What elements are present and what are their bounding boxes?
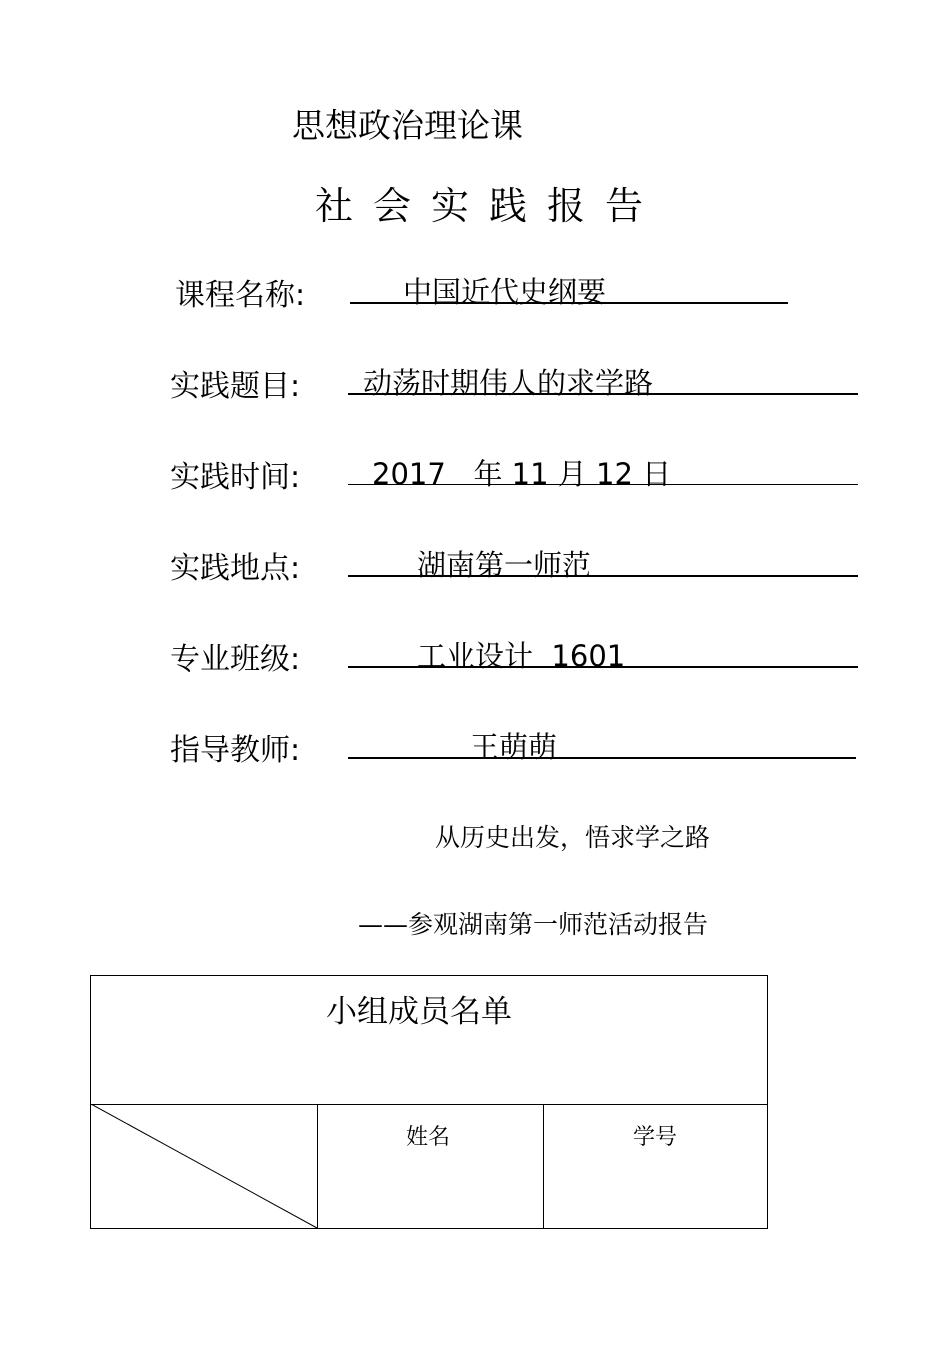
- field-label-course: 课程名称:: [175, 278, 306, 313]
- field-value-instructor: 王萌萌: [470, 730, 558, 764]
- field-underline-instructor: [348, 756, 856, 759]
- subtitle-line2: ——参观湖南第一师范活动报告: [358, 910, 709, 939]
- table-col-divider: [317, 1104, 318, 1228]
- field-value-class: 工业设计 1601: [417, 639, 626, 673]
- column-header-student-id: 学号: [633, 1125, 678, 1150]
- column-header-name: 姓名: [406, 1125, 451, 1150]
- field-label-location: 实践地点:: [170, 551, 301, 586]
- field-label-topic: 实践题目:: [170, 369, 301, 404]
- field-value-date: 2017 年 11 月 12 日: [372, 457, 672, 491]
- field-value-course: 中国近代史纲要: [403, 275, 607, 309]
- course-type-heading: 思想政治理论课: [292, 106, 523, 145]
- field-label-instructor: 指导教师:: [170, 733, 301, 768]
- subtitle-line1: 从历史出发，悟求学之路: [435, 823, 711, 852]
- field-label-class: 专业班级:: [170, 642, 301, 677]
- member-table-title: 小组成员名单: [326, 994, 512, 1030]
- field-value-topic: 动荡时期伟人的求学路: [363, 366, 654, 400]
- report-title: 社会实践报告: [315, 184, 664, 228]
- table-col-divider: [543, 1104, 544, 1228]
- field-value-location: 湖南第一师范: [417, 548, 592, 582]
- member-table: [90, 975, 768, 1229]
- diagonal-header-cell: [91, 1104, 318, 1229]
- field-label-date: 实践时间:: [170, 460, 301, 495]
